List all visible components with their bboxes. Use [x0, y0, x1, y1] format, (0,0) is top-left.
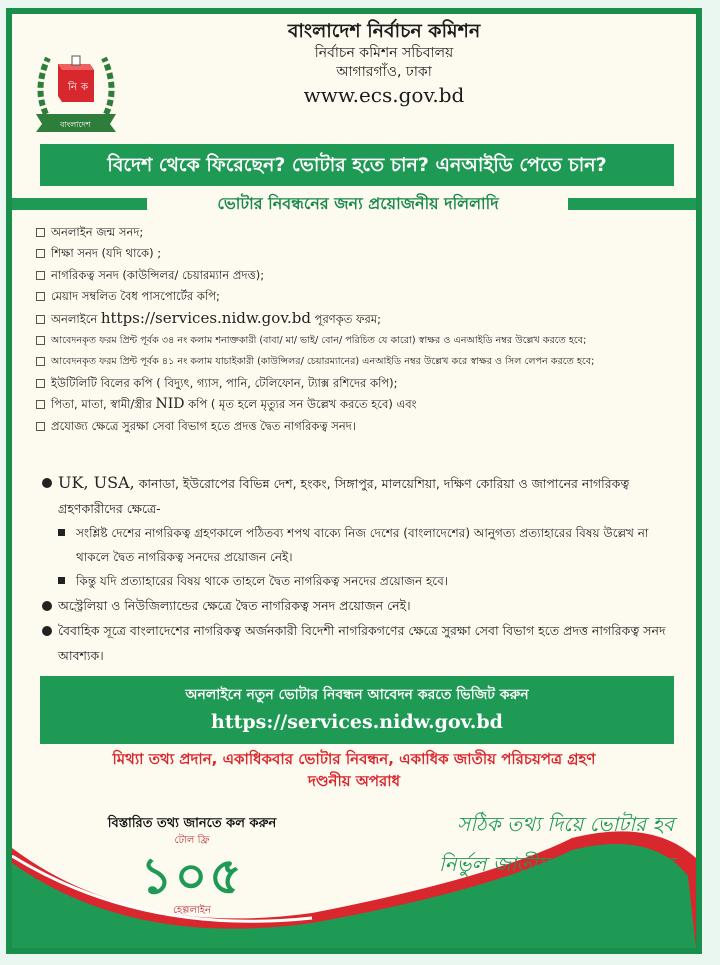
note-dual-citizenship: UK, USA, কানাডা, ইউরোপের বিভিন্ন দেশ, হংকং, সিঙ্গাপুর, মালয়েশিয়া, দক্ষিণ কোরিয়া ও জাপানের নাগরিকত্ব গ্রহণকারীদের ক্ষেত্রে- [42, 470, 672, 521]
call-prompt: বিস্তারিত তথ্য জানতে কল করুন [107, 816, 277, 831]
toll-free-label: টোল ফ্রি [174, 835, 210, 846]
secretariat-name: নির্বাচন কমিশন সচিবালয় [314, 45, 454, 61]
documents-heading-text: ভোটার নিবন্ধনের জন্য প্রয়োজনীয় দলিলাদি [217, 194, 499, 213]
list-item: মেয়াদ সম্বলিত বৈধ পাসপোর্টের কপি; [36, 286, 686, 307]
sub-note: সংশ্লিষ্ট দেশের নাগরিকত্ব গ্রহণকালে পঠিতব্য শপথ বাক্যে নিজ দেশের (বাংলাদেশের) আনুগত্য প্রত্যাহারের বিষয় উল্লেখ না থাকলে দ্বৈত নাগরিকত্ব সনদের প্রয়োজন নেই। [42, 521, 672, 569]
cta-url-link[interactable]: https://services.nidw.gov.bd [211, 711, 503, 733]
list-item: ইউটিলিটি বিলের কপি ( বিদ্যুৎ, গ্যাস, পানি, টেলিফোন, ট্যাক্স রশিদের কপি); [36, 373, 686, 394]
documents-list [36, 222, 686, 437]
checkbox-icon [36, 315, 45, 324]
bullet-icon [42, 601, 52, 611]
helpline-label: হেল্পলাইন [173, 905, 211, 916]
org-name: বাংলাদেশ নির্বাচন কমিশন [287, 20, 481, 42]
note-australia-nz: অস্ট্রেলিয়া ও নিউজিল্যান্ডের ক্ষেত্রে দ্বৈত নাগরিকত্ব সনদ প্রয়োজন নেই। [42, 593, 672, 618]
svg-text:বাংলাদেশ: বাংলাদেশ [60, 120, 91, 129]
list-item: পিতা, মাতা, স্বামী/স্ত্রীর NID কপি ( মৃত হলে মৃত্যুর সন উল্লেখ করতে হবে) এবং [36, 394, 686, 415]
heading-bar-right [568, 198, 696, 210]
list-item: আবেদনকৃত ফরম প্রিন্ট পূর্বক ৩৪ নং কলাম শনাক্তকারী (বাবা/ মা/ ভাই/ বোন/ পরিচিত যে কারো) স্বাক্ষর ও এনআইডি নম্বর উল্লেখ করতে হবে; [36, 330, 686, 351]
slogan-line-2: নির্ভুল জাতীয় পরিচয়পত্র নেব [438, 852, 674, 876]
square-bullet-icon [58, 529, 65, 536]
helpline-number[interactable]: ১০৫ [140, 847, 244, 905]
website-link[interactable]: www.ecs.gov.bd [303, 83, 465, 107]
notes-list [42, 470, 672, 668]
bullet-icon [42, 478, 52, 488]
headline-banner: বিদেশ থেকে ফিরেছেন? ভোটার হতে চান? এনআইডি পেতে চান? [40, 144, 674, 186]
square-bullet-icon [58, 577, 65, 584]
list-item: আবেদনকৃত ফরম প্রিন্ট পূর্বক ৪১ নং কলাম যাচাইকারী (কাউন্সিলর/ চেয়ারম্যানের) এনআইডি নম্বর উল্লেখ করে স্বাক্ষর ও সিল লেপন করতে হবে; [36, 351, 686, 372]
svg-text:ক: ক [81, 82, 88, 93]
note-marriage: বৈবাহিক সূত্রে বাংলাদেশের নাগরিকত্ব অর্জনকারী বিদেশী নাগরিকগণের ক্ষেত্রে সুরক্ষা সেবা বিভাগ হতে প্রদত্ত নাগরিকত্ব সনদ আবশ্যক। [42, 618, 672, 668]
list-item: নাগরিকত্ব সনদ (কাউন্সিলর/ চেয়ারম্যান প্রদত্ত); [36, 265, 686, 286]
address: আগারগাঁও, ঢাকা [336, 64, 432, 80]
poster-frame [6, 8, 702, 954]
warning-text: মিথ্যা তথ্য প্রদান, একাধিকবার ভোটার নিবন্ধন, একাধিক জাতীয় পরিচয়পত্র গ্রহণ দণ্ডনীয় অপরাধ [112, 750, 596, 790]
header [12, 14, 696, 134]
checkbox-icon [36, 228, 45, 237]
checkbox-icon [36, 271, 45, 280]
election-commission-logo-icon [30, 44, 122, 132]
documents-heading [12, 192, 696, 218]
heading-bar-left [12, 198, 147, 210]
list-item: প্রযোজ্য ক্ষেত্রে সুরক্ষা সেবা বিভাগ হতে প্রদত্ত দ্বৈত নাগরিকত্ব সনদ। [36, 416, 686, 437]
sub-note: কিন্তু যদি প্রত্যাহারের বিষয় থাকে তাহলে দ্বৈত নাগরিকত্ব সনদের প্রয়োজন হবে। [42, 569, 672, 593]
checkbox-icon [36, 292, 45, 301]
list-item: অনলাইন জন্ম সনদ; [36, 222, 686, 243]
list-item: শিক্ষা সনদ (যদি থাকে) ; [36, 243, 686, 264]
online-registration-banner [40, 676, 674, 744]
slogan-line-1: সঠিক তথ্য দিয়ে ভোটার হব [456, 812, 674, 836]
checkbox-icon [36, 422, 45, 431]
bullet-icon [42, 626, 52, 636]
services-url[interactable]: https://services.nidw.gov.bd [100, 308, 311, 327]
checkbox-icon [36, 249, 45, 258]
svg-text:নি: নি [68, 82, 77, 93]
slogan [439, 804, 674, 884]
checkbox-icon [36, 400, 45, 409]
checkbox-icon [36, 357, 45, 366]
organization-info [152, 18, 616, 108]
list-item: অনলাইনে https://services.nidw.gov.bd পূরণকৃত ফরম; [36, 308, 686, 330]
checkbox-icon [36, 379, 45, 388]
cta-text: অনলাইনে নতুন ভোটার নিবন্ধন আবেদন করতে ভিজিট করুন [185, 687, 529, 703]
checkbox-icon [36, 336, 45, 345]
